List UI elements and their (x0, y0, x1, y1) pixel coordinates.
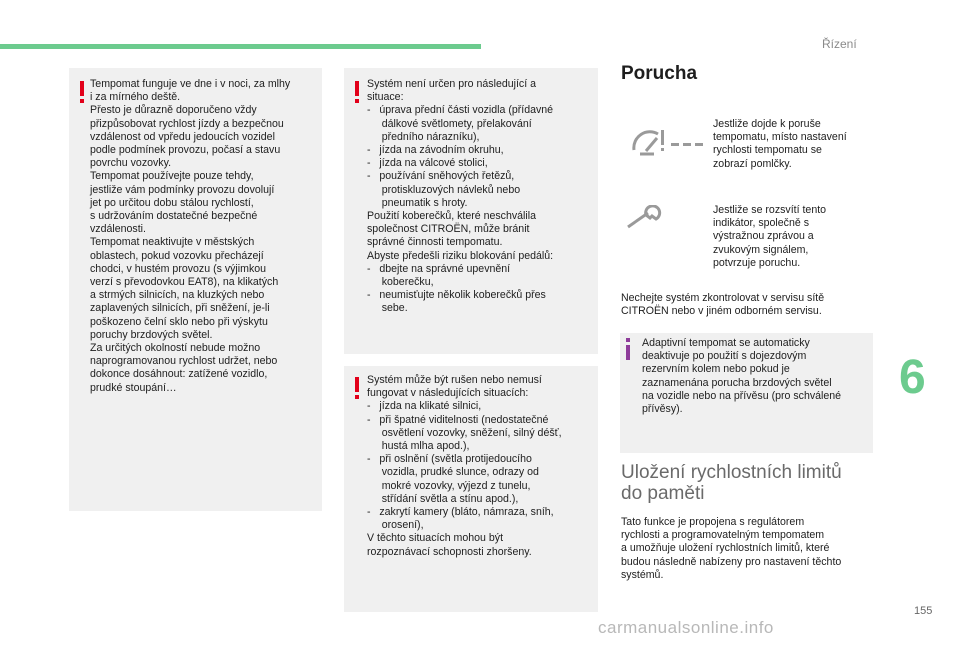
fault-text-1: Jestliže dojde k poruše tempomatu, místo nastavení rychlosti tempomatu se zobrazí pomlčky. (713, 118, 847, 170)
chapter-tab-number: 6 (899, 351, 926, 404)
warning-exclamation-icon (353, 377, 361, 399)
info-icon (623, 338, 633, 360)
top-accent-bar (0, 44, 481, 49)
watermark: carmanualsonline.info (598, 618, 774, 637)
service-text: Nechejte systém zkontrolovat v servisu sítě CITROËN nebo v jiném odborném servisu. (621, 292, 825, 318)
porucha-heading: Porucha (621, 63, 698, 84)
ulozeni-text: Tato funkce je propojena s regulátorem rychlosti a programovatelným tempomatem a umožňuje uložení rychlostních limitů, které budou následně nabízeny pro nastavení těchto systémů. (621, 516, 842, 581)
warning-text-3: Systém může být rušen nebo nemusí fungovat v následujících situacích: - jízda na klikaté silnici, - při špatné viditelnosti (nedostatečné osvětlení vozovky, sněžení, silný déšť, hustá mlha apod.), - při oslnění (světla protijedoucího vozidla, prudké slunce, odrazy od mokré vozovky, výjezd z tunelu, střídání světla a stínu apod.), - zakrytí kamery (bláto, námraza, sníh, orosení), V těchto situacích mohou být rozpoznávací schopnosti zhoršeny. (367, 374, 562, 558)
warning-exclamation-icon (78, 81, 86, 103)
warning-text-1: Tempomat funguje ve dne i v noci, za mlhy i za mírného deště. Přesto je důrazně doporučeno vždy přizpůsobovat rychlost jízdy a bezpečnou vzdálenost od vpředu jedoucích vozidel podle podmínek provozu, počasí a stavu povrchu vozovky. Tempomat používejte pouze tehdy, jestliže vám podmínky provozu dovolují jet po určitou dobu stálou rychlostí, s udržováním dostatečné bezpečné vzdálenosti. Tempomat neaktivujte v městských oblastech, pokud vozovku přecházejí chodci, v hustém provozu (s výjimkou verzí s převodovkou EAT8), na klikatých a strmých silnicích, na kluzkých nebo zaplavených silnicích, při sněžení, je-li poškozeno čelní sklo nebo při výskytu poruchy brzdových světel. Za určitých okolností nebude možno naprogramovanou rychlost udržet, nebo dokonce dosáhnout: zatížené vozidlo, prudké stoupání… (90, 78, 291, 394)
info-text: Adaptivní tempomat se automaticky deaktivuje po použití s dojezdovým rezervním kolem nebo pokud je zaznamenána porucha brzdových světel na vozidle nebo na přívěsu (pro schválené přívěsy). (642, 337, 842, 416)
wrench-service-icon (626, 205, 662, 236)
warning-text-2: Systém není určen pro následující a situace: - úprava přední části vozidla (přídavné dálkové světlomety, přelakování předního nárazníku), - jízda na závodním okruhu, - jízda na válcové stolici, - používání sněhových řetězů, protiskluzových návleků nebo pneumatik s hroty. Použití koberečků, které neschválila společnost CITROËN, může bránit správné činnosti tempomatu. Abyste předešli riziku blokování pedálů: - dbejte na správné upevnění koberečku, - neumisťujte několik koberečků přes sebe. (367, 78, 554, 315)
info-box (620, 333, 873, 453)
section-title: Řízení (822, 37, 857, 51)
warning-box-1 (69, 68, 322, 511)
warning-box-2 (344, 68, 598, 354)
page-number: 155 (914, 605, 933, 617)
ulozeni-heading: Uložení rychlostních limitů do paměti (621, 462, 842, 504)
fault-text-2: Jestliže se rozsvítí tento indikátor, společně s výstražnou zprávou a zvukovým signálem, potvrzuje poruchu. (713, 204, 827, 269)
cruise-control-fault-icon (630, 124, 705, 165)
warning-exclamation-icon (353, 81, 361, 103)
warning-box-3 (344, 366, 598, 612)
